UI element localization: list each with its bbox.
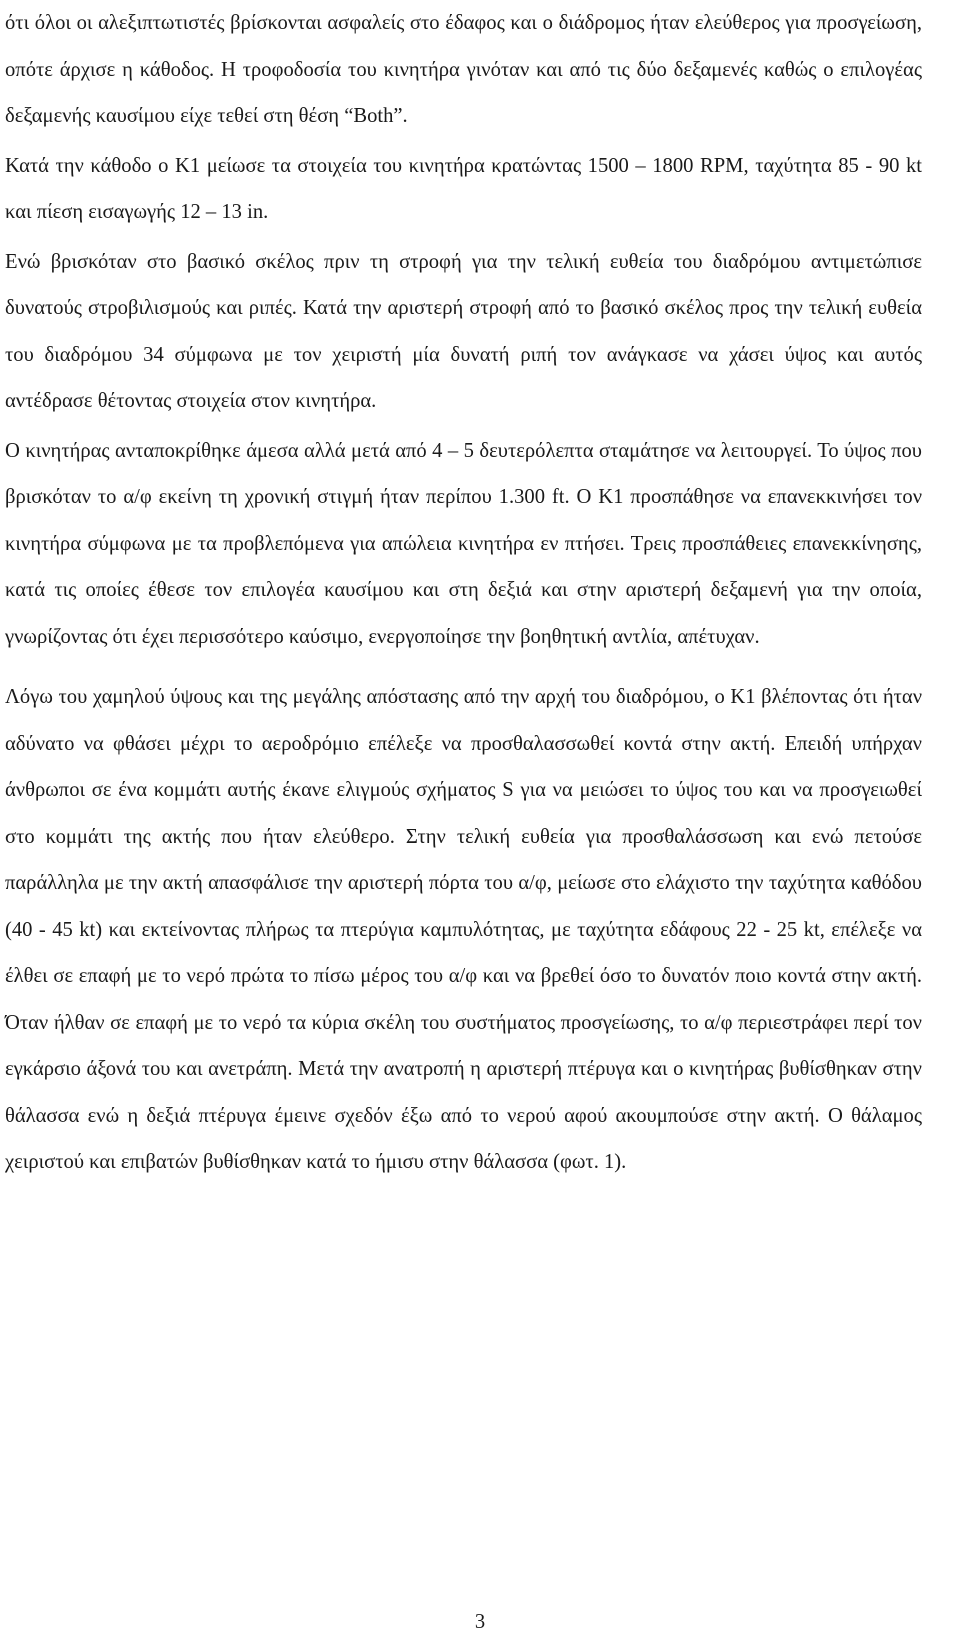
paragraph-turbulence: Ενώ βρισκόταν στο βασικό σκέλος πριν τη στροφή για την τελική ευθεία του διαδρόμου αντιμετώπισε δυνατούς στροβιλισμούς και ριπές. Κατά την αριστερή στροφή από το βασικό σκέλος προς την τελική ευθεία του διαδρόμου 34 σύμφωνα με τον χειριστή μία δυνατή ριπή τον ανάγκασε να χάσει ύψος και αυτός αντέδρασε θέτοντας στοιχεία στον κινητήρα. <box>5 250 922 412</box>
paragraph-ditching: Λόγω του χαμηλού ύψους και της μεγάλης απόστασης από την αρχή του διαδρόμου, ο Κ1 βλέποντας ότι ήταν αδύνατο να φθάσει μέχρι το αεροδρόμιο επέλεξε να προσθαλασσωθεί κοντά στην ακτή. Επειδή υπήρχαν άνθρωποι σε ένα κομμάτι αυτής έκανε ελιγμούς σχήματος S για να μειώσει το ύψος του και να προσγειωθεί στο κομμάτι της ακτής που ήταν ελεύθερο. Στην τελική ευθεία για προσθαλάσσωση και ενώ πετούσε παράλληλα με την ακτή απασφάλισε την αριστερή πόρτα του α/φ, μείωσε στο ελάχιστο την ταχύτητα καθόδου (40 - 45 kt) και εκτείνοντας πλήρως τα πτερύγια καμπυλότητας, με ταχύτητα εδάφους 22 - 25 kt, επέλεξε να έλθει σε επαφή με το νερό πρώτα το πίσω μέρος του α/φ και να βρεθεί όσο το δυνατόν ποιο κοντά στην ακτή. Όταν ήλθαν σε επαφή με το νερό τα κύρια σκέλη του συστήματος προσγείωσης, το α/φ περιεστράφει περί τον εγκάρσιο άξονά του και ανετράπη. Μετά την ανατροπή η αριστερή πτέρυγα και ο κινητήρας βυθίσθηκαν στην θάλασσα ενώ η δεξιά πτέρυγα έμεινε σχεδόν έξω από το νερού αφού ακουμπούσε στην ακτή. Ο θάλαμος χειριστού και επιβατών βυθίσθηκαν κατά το ήμισυ στην θάλασσα (φωτ. 1). <box>5 686 922 1173</box>
paragraph-engine-failure: Ο κινητήρας ανταποκρίθηκε άμεσα αλλά μετά από 4 – 5 δευτερόλεπτα σταμάτησε να λειτουργεί. Το ύψος που βρισκόταν το α/φ εκείνη τη χρονική στιγμή ήταν περίπου 1.300 ft. Ο Κ1 προσπάθησε να επανεκκινήσει τον κινητήρα σύμφωνα με τα προβλεπόμενα για απώλεια κινητήρα εν πτήσει. Τρεις προσπάθειες επανεκκίνησης, κατά τις οποίες έθεσε τον επιλογέα καυσίμου και στη δεξιά και στην αριστερή δεξαμενή για την οποία, γνωρίζοντας ότι έχει περισσότερο καύσιμο, ενεργοποίησε την βοηθητική αντλία, απέτυχαν. <box>5 439 922 648</box>
paragraph-descent: Κατά την κάθοδο ο Κ1 μείωσε τα στοιχεία του κινητήρα κρατώντας 1500 – 1800 RPM, ταχύτητα 85 - 90 kt και πίεση εισαγωγής 12 – 13 in. <box>5 154 922 223</box>
paragraph-intro: ότι όλοι οι αλεξιπτωτιστές βρίσκονται ασφαλείς στο έδαφος και ο διάδρομος ήταν ελεύθερος για προσγείωση, οπότε άρχισε η κάθοδος. Η τροφοδοσία του κινητήρα γινόταν και από τις δύο δεξαμενές καθώς ο επιλογέας δεξαμενής καυσίμου είχε τεθεί στη θέση “Both”. <box>5 12 922 127</box>
document-body <box>5 0 922 1186</box>
page-number: 3 <box>474 1611 486 1633</box>
